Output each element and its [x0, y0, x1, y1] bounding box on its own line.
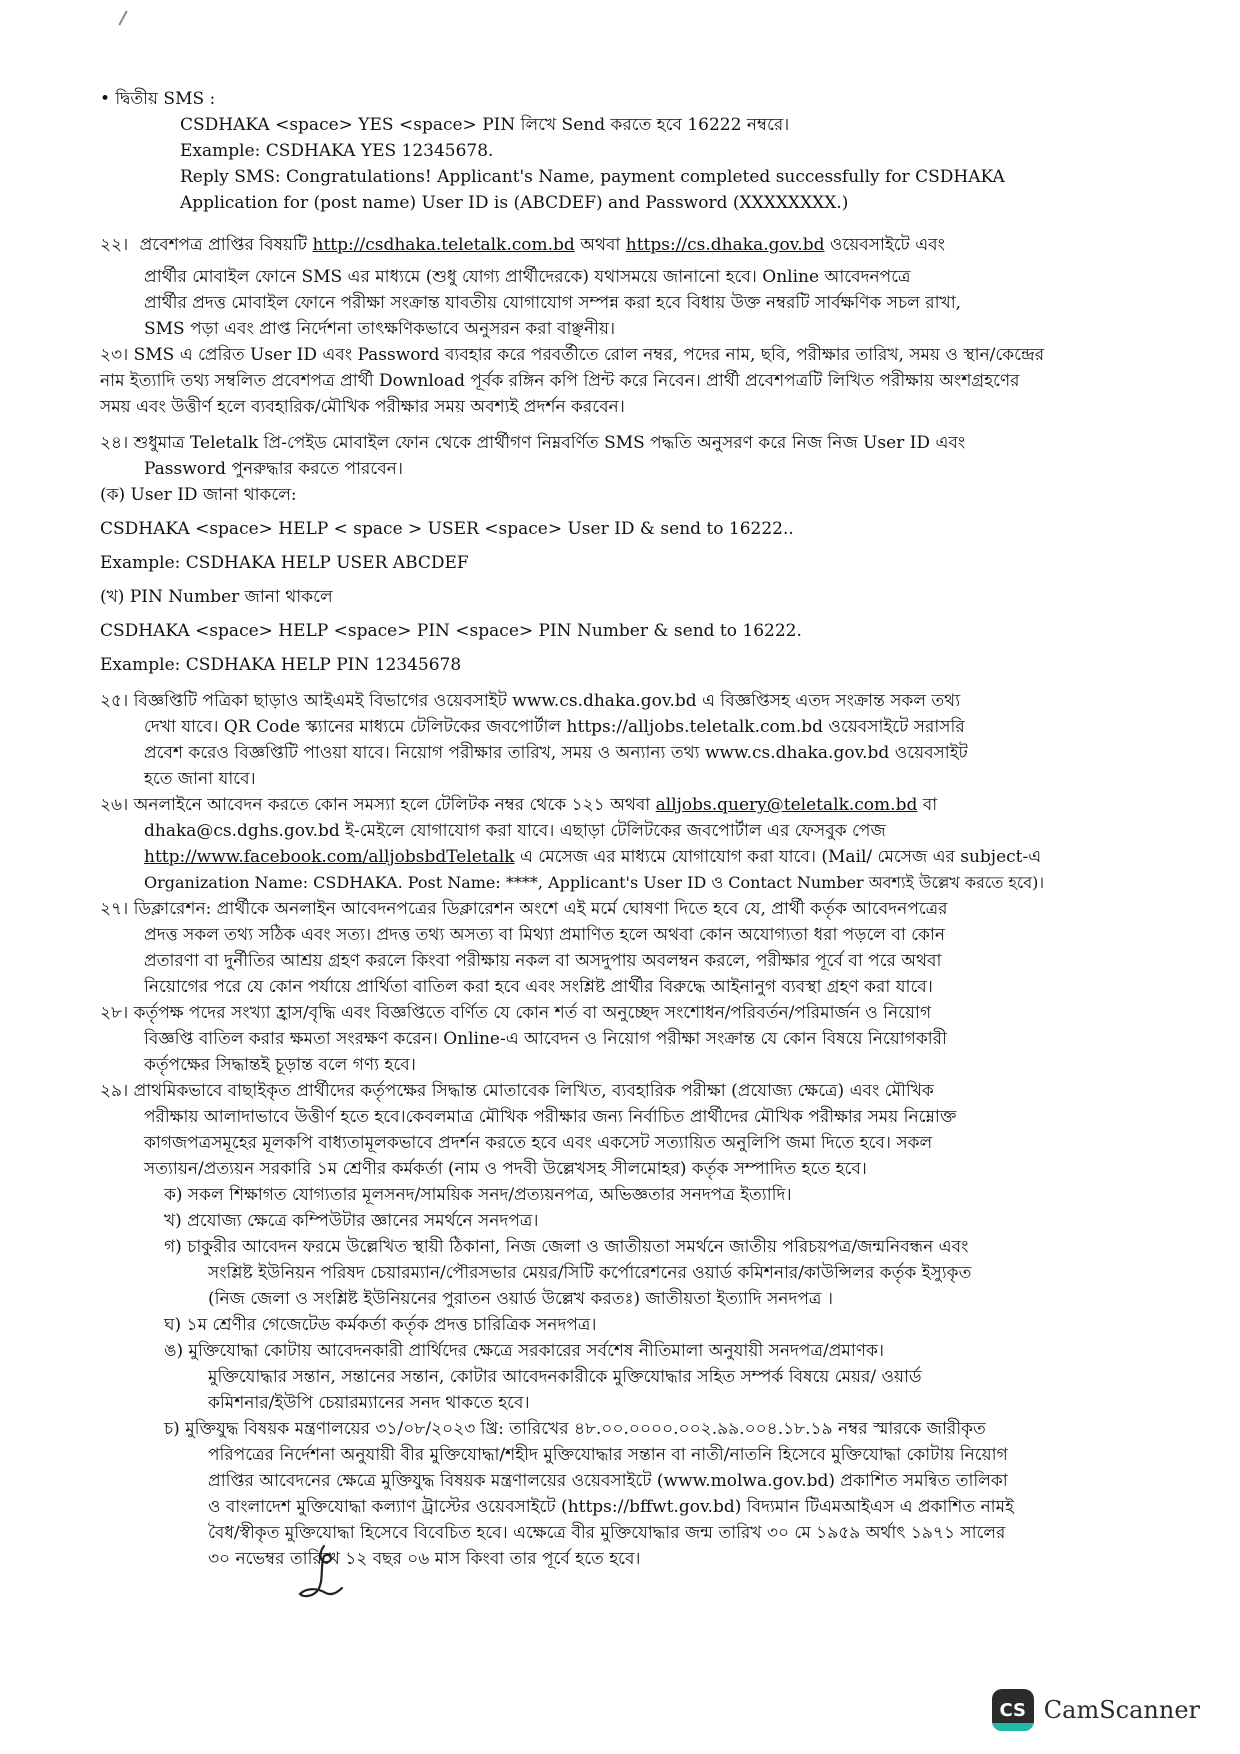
user-id-example: Example: CSDHAKA HELP USER ABCDEF [100, 553, 469, 573]
clause-27-line: প্রদত্ত সকল তথ্য সঠিক এবং সত্য। প্রদত্ত তথ্য অসত্য বা মিথ্যা প্রমাণিত হলে অথবা কোন অযোগ্যতা ধরা পড়লে বা কোন [144, 925, 946, 945]
clause-26 [100, 792, 1160, 896]
sms2-line: Reply SMS: Congratulations! Applicant's Name, payment completed successfully for CSDHAKA [180, 167, 1005, 187]
clause-25 [100, 688, 1160, 792]
stray-pen-mark [118, 10, 127, 25]
clause-26-line: Organization Name: CSDHAKA. Post Name: ****, Applicant's User ID ও Contact Number অবশ্যই উল্লেখ করতে হবে)। [144, 873, 1045, 892]
sms2-heading: • দ্বিতীয় SMS : [100, 89, 216, 109]
clause-26-line3 [100, 844, 1160, 870]
pin-sms-command: CSDHAKA <space> HELP <space> PIN <space> PIN Number & send to 16222. [100, 621, 802, 641]
list-item: ক) সকল শিক্ষাগত যোগ্যতার মূলসনদ/সাময়িক সনদ/প্রত্যয়নপত্র, অভিজ্ঞতার সনদপত্র ইত্যাদি। [164, 1185, 792, 1205]
sms2-line: Application for (post name) User ID is (ABCDEF) and Password (XXXXXXXX.) [180, 193, 849, 213]
clause-28-line: বিজ্ঞপ্তি বাতিল করার ক্ষমতা সংরক্ষণ করেন। Online-এ আবেদন ও নিয়োগ পরীক্ষা সংক্রান্ত যে কোন বিষয়ে নিয়োগকারী [144, 1029, 947, 1049]
facebook-link[interactable]: http://www.facebook.com/alljobsbdTeletalk [144, 847, 515, 867]
cs-dhaka-link[interactable]: https://cs.dhaka.gov.bd [625, 235, 825, 255]
clause-28-line: ২৮। কর্তৃপক্ষ পদের সংখ্যা হ্রাস/বৃদ্ধি এবং বিজ্ঞপ্তিতে বর্ণিত যে কোন শর্ত বা অনুচ্ছেদ সংশোধন/পরিবর্তন/পরিমার্জন ও নিয়োগ [100, 1003, 932, 1023]
list-item: ঘ) ১ম শ্রেণীর গেজেটেড কর্মকর্তা কর্তৃক প্রদত্ত চারিত্রিক সনদপত্র। [164, 1315, 597, 1335]
clause-25-line: হতে জানা যাবে। [144, 769, 256, 789]
list-item-line: প্রাপ্তির আবেদনের ক্ষেত্রে মুক্তিযুদ্ধ বিষয়ক মন্ত্রণালয়ের ওয়েবসাইটে (www.molwa.gov.bd) প্রকাশিত সমন্বিত তালিকা [208, 1471, 1008, 1491]
sms2-line: Example: CSDHAKA YES 12345678. [180, 141, 494, 161]
teletalk-link[interactable]: http://csdhaka.teletalk.com.bd [312, 235, 575, 255]
list-item-line: পরিপত্রের নির্দেশনা অনুযায়ী বীর মুক্তিযোদ্ধা/শহীদ মুক্তিযোদ্ধার সন্তান বা নাতী/নাতনি হিসেবে মুক্তিযোদ্ধা কোটায় নিয়োগ [208, 1445, 1008, 1465]
clause-text: এ মেসেজ এর মাধ্যমে যোগাযোগ করা যাবে। (Mail/ মেসেজ এর subject-এ [519, 847, 1042, 867]
pin-heading: (খ) PIN Number জানা থাকলে [100, 587, 333, 607]
list-item-line: ও বাংলাদেশ মুক্তিযোদ্ধা কল্যাণ ট্রাস্টের ওয়েবসাইটে (https://bffwt.gov.bd) বিদ্যমান টিএমআইএস এ প্রকাশিত নামই [208, 1497, 1014, 1517]
clause-24-line: Password পুনরুদ্ধার করতে পারবেন। [144, 459, 403, 479]
clause-25-line: দেখা যাবে। QR Code স্ক্যানের মাধ্যমে টেলিটকের জবপোর্টাল https://alljobs.teletalk.com.bd ওয়েবসাইটে সরাসরি [144, 717, 965, 737]
clause-26-line1 [100, 792, 1160, 818]
camscanner-watermark [992, 1688, 1200, 1732]
clause-29-line: কাগজপত্রসমূহের মূলকপি বাধ্যতামূলকভাবে প্রদর্শন করতে হবে এবং একসেট সত্যায়িত অনুলিপি জমা দিতে হবে। সকল [144, 1133, 933, 1153]
clause-26-line: dhaka@cs.dghs.gov.bd ই-মেইলে যোগাযোগ করা যাবে। এছাড়া টেলিটকের জবপোর্টাল এর ফেসবুক পেজ [144, 821, 886, 841]
user-id-heading: (ক) User ID জানা থাকলে: [100, 485, 297, 505]
clause-22-line1 [100, 232, 1160, 258]
list-item-line: সংশ্লিষ্ট ইউনিয়ন পরিষদ চেয়ারম্যান/পৌরসভার মেয়র/সিটি কর্পোরেশনের ওয়ার্ড কমিশনার/কাউন্সিলর কর্তৃক ইস্যুকৃত [208, 1263, 972, 1283]
document-list [100, 1182, 1160, 1572]
clause-22-line: প্রার্থীর মোবাইল ফোনে SMS এর মাধ্যমে (শুধু যোগ্য প্রার্থীদেরকে) যথাসময়ে জানানো হবে। Online আবেদনপত্রে [144, 267, 911, 287]
clause-24 [100, 430, 1160, 678]
sms2-section [100, 86, 1160, 216]
list-item: খ) প্রযোজ্য ক্ষেত্রে কম্পিউটার জ্ঞানের সমর্থনে সনদপত্র। [164, 1211, 539, 1231]
list-item-line: মুক্তিযোদ্ধার সন্তান, সন্তানের সন্তান, কোটার আবেদনকারীকে মুক্তিযোদ্ধার সহিত সম্পর্ক বিষয়ে মেয়র/ ওয়ার্ড [208, 1367, 922, 1387]
camscanner-label: CamScanner [1043, 1696, 1200, 1724]
list-item-line: ৩০ নভেম্বর তারিখে ১২ বছর ০৬ মাস কিংবা তার পূর্বে হতে হবে। [208, 1549, 641, 1569]
clause-29 [100, 1078, 1160, 1572]
clause-27-line: ২৭। ডিক্লারেশন: প্রার্থীকে অনলাইন আবেদনপত্রের ডিক্লারেশন অংশে এই মর্মে ঘোষণা দিতে হবে যে, প্রার্থী কর্তৃক আবেদনপত্রের [100, 899, 948, 919]
clause-number: ২২। [100, 235, 129, 255]
list-item-line: (নিজ জেলা ও সংশ্লিষ্ট ইউনিয়নের পুরাতন ওয়ার্ড উল্লেখ করতঃ) জাতীয়তা ইত্যাদি সনদপত্র । [208, 1289, 833, 1309]
clause-23-line: নাম ইত্যাদি তথ্য সম্বলিত প্রবেশপত্র প্রার্থী Download পূর্বক রঙ্গিন কপি প্রিন্ট করে নিবেন। প্রার্থী প্রবেশপত্রটি লিখিত পরীক্ষায় অংশগ্রহণের [100, 371, 1020, 391]
clause-22-line: প্রার্থীর প্রদত্ত মোবাইল ফোনে পরীক্ষা সংক্রান্ত যাবতীয় যোগাযোগ সম্পন্ন করা হবে বিধায় উক্ত নম্বরটি সার্বক্ষণিক সচল রাখা, [144, 293, 962, 313]
clause-23 [100, 342, 1160, 420]
list-item-line: কমিশনার/ইউপি চেয়ারম্যানের সনদ থাকতে হবে। [208, 1393, 530, 1413]
camscanner-logo-icon: CS [992, 1689, 1034, 1731]
clause-23-line: ২৩। SMS এ প্রেরিত User ID এবং Password ব্যবহার করে পরবর্তীতে রোল নম্বর, পদের নাম, ছবি, পরীক্ষার তারিখ, সময় ও স্থান/কেন্দ্রের [100, 345, 1045, 365]
email-link[interactable]: alljobs.query@teletalk.com.bd [655, 795, 918, 815]
handwritten-signature [290, 1540, 360, 1610]
clause-27 [100, 896, 1160, 1000]
clause-22 [100, 232, 1160, 342]
clause-text: প্রবেশপত্র প্রাপ্তির বিষয়টি [139, 235, 308, 255]
clause-text: বা [922, 795, 938, 815]
list-item-line: বৈধ/স্বীকৃত মুক্তিযোদ্ধা হিসেবে বিবেচিত হবে। এক্ষেত্রে বীর মুক্তিযোদ্ধার জন্ম তারিখ ৩০ মে ১৯৫৯ অর্থাৎ ১৯৭১ সালের [208, 1523, 1006, 1543]
clause-25-line: প্রবেশ করেও বিজ্ঞপ্তিটি পাওয়া যাবে। নিয়োগ পরীক্ষার তারিখ, সময় ও অন্যান্য তথ্য www.cs.dhaka.gov.bd ওয়েবসাইট [144, 743, 968, 763]
clause-23-line: সময় এবং উত্তীর্ণ হলে ব্যবহারিক/মৌখিক পরীক্ষার সময় অবশ্যই প্রদর্শন করবেন। [100, 397, 625, 417]
list-item [164, 1234, 1160, 1312]
sms2-line: CSDHAKA <space> YES <space> PIN লিখে Send করতে হবে 16222 নম্বরে। [180, 115, 790, 135]
clause-28 [100, 1000, 1160, 1078]
list-item [164, 1338, 1160, 1416]
clause-29-line: ২৯। প্রাথমিকভাবে বাছাইকৃত প্রার্থীদের কর্তৃপক্ষের সিদ্ধান্ত মোতাবেক লিখিত, ব্যবহারিক পরীক্ষা (প্রযোজ্য ক্ষেত্রে) এবং মৌখিক [100, 1081, 934, 1101]
clause-28-line: কর্তৃপক্ষের সিদ্ধান্তই চূড়ান্ত বলে গণ্য হবে। [144, 1055, 416, 1075]
clause-text: ২৬। অনলাইনে আবেদন করতে কোন সমস্যা হলে টেলিটক নম্বর থেকে ১২১ অথবা [100, 795, 651, 815]
list-item-line: গ) চাকুরীর আবেদন ফরমে উল্লেখিত স্থায়ী ঠিকানা, নিজ জেলা ও জাতীয়তা সমর্থনে জাতীয় পরিচয়পত্র/জন্মনিবন্ধন এবং [164, 1237, 969, 1257]
list-item-line: চ) মুক্তিযুদ্ধ বিষয়ক মন্ত্রণালয়ের ৩১/০৮/২০২৩ খ্রি: তারিখের ৪৮.০০.০০০০.০০২.৯৯.০০৪.১৮.১৯ নম্বর স্মারকে জারীকৃত [164, 1419, 986, 1439]
clause-text: অথবা [580, 235, 621, 255]
clause-29-line: পরীক্ষায় আলাদাভাবে উত্তীর্ণ হতে হবে।কেবলমাত্র মৌখিক পরীক্ষার জন্য নির্বাচিত প্রার্থীদের মৌখিক পরীক্ষার সময় নিম্নোক্ত [144, 1107, 957, 1127]
clause-27-line: নিয়োগের পরে যে কোন পর্যায়ে প্রার্থিতা বাতিল করা হবে এবং সংশ্লিষ্ট প্রার্থীর বিরুদ্ধে আইনানুগ ব্যবস্থা গ্রহণ করা যাবে। [144, 977, 933, 997]
list-item-line: ঙ) মুক্তিযোদ্ধা কোটায় আবেদনকারী প্রার্থিদের ক্ষেত্রে সরকারের সর্বশেষ নীতিমালা অনুযায়ী সনদপত্র/প্রমাণক। [164, 1341, 885, 1361]
clause-24-line: ২৪। শুধুমাত্র Teletalk প্রি-পেইড মোবাইল ফোন থেকে প্রার্থীগণ নিম্নবর্ণিত SMS পদ্ধতি অনুসরণ করে নিজ নিজ User ID এবং [100, 433, 966, 453]
clause-text: ওয়েবসাইটে এবং [829, 235, 945, 255]
document-body [100, 86, 1160, 1572]
pin-example: Example: CSDHAKA HELP PIN 12345678 [100, 655, 462, 675]
clause-25-line: ২৫। বিজ্ঞপ্তিটি পত্রিকা ছাড়াও আইএমই বিভাগের ওয়েবসাইট www.cs.dhaka.gov.bd এ বিজ্ঞপ্তিসহ এতদ সংক্রান্ত সকল তথ্য [100, 691, 961, 711]
clause-22-line: SMS পড়া এবং প্রাপ্ত নির্দেশনা তাৎক্ষণিকভাবে অনুসরন করা বাঞ্ছনীয়। [144, 319, 616, 339]
user-id-sms-command: CSDHAKA <space> HELP < space > USER <space> User ID & send to 16222.. [100, 519, 794, 539]
clause-29-line: সত্যায়ন/প্রত্যয়ন সরকারি ১ম শ্রেণীর কর্মকর্তা (নাম ও পদবী উল্লেখসহ সীলমোহর) কর্তৃক সম্পাদিত হতে হবে। [144, 1159, 867, 1179]
clause-27-line: প্রতারণা বা দুর্নীতির আশ্রয় গ্রহণ করলে কিংবা পরীক্ষায় নকল বা অসদুপায় অবলম্বন করলে, পরীক্ষার পূর্বে বা পরে অথবা [144, 951, 942, 971]
